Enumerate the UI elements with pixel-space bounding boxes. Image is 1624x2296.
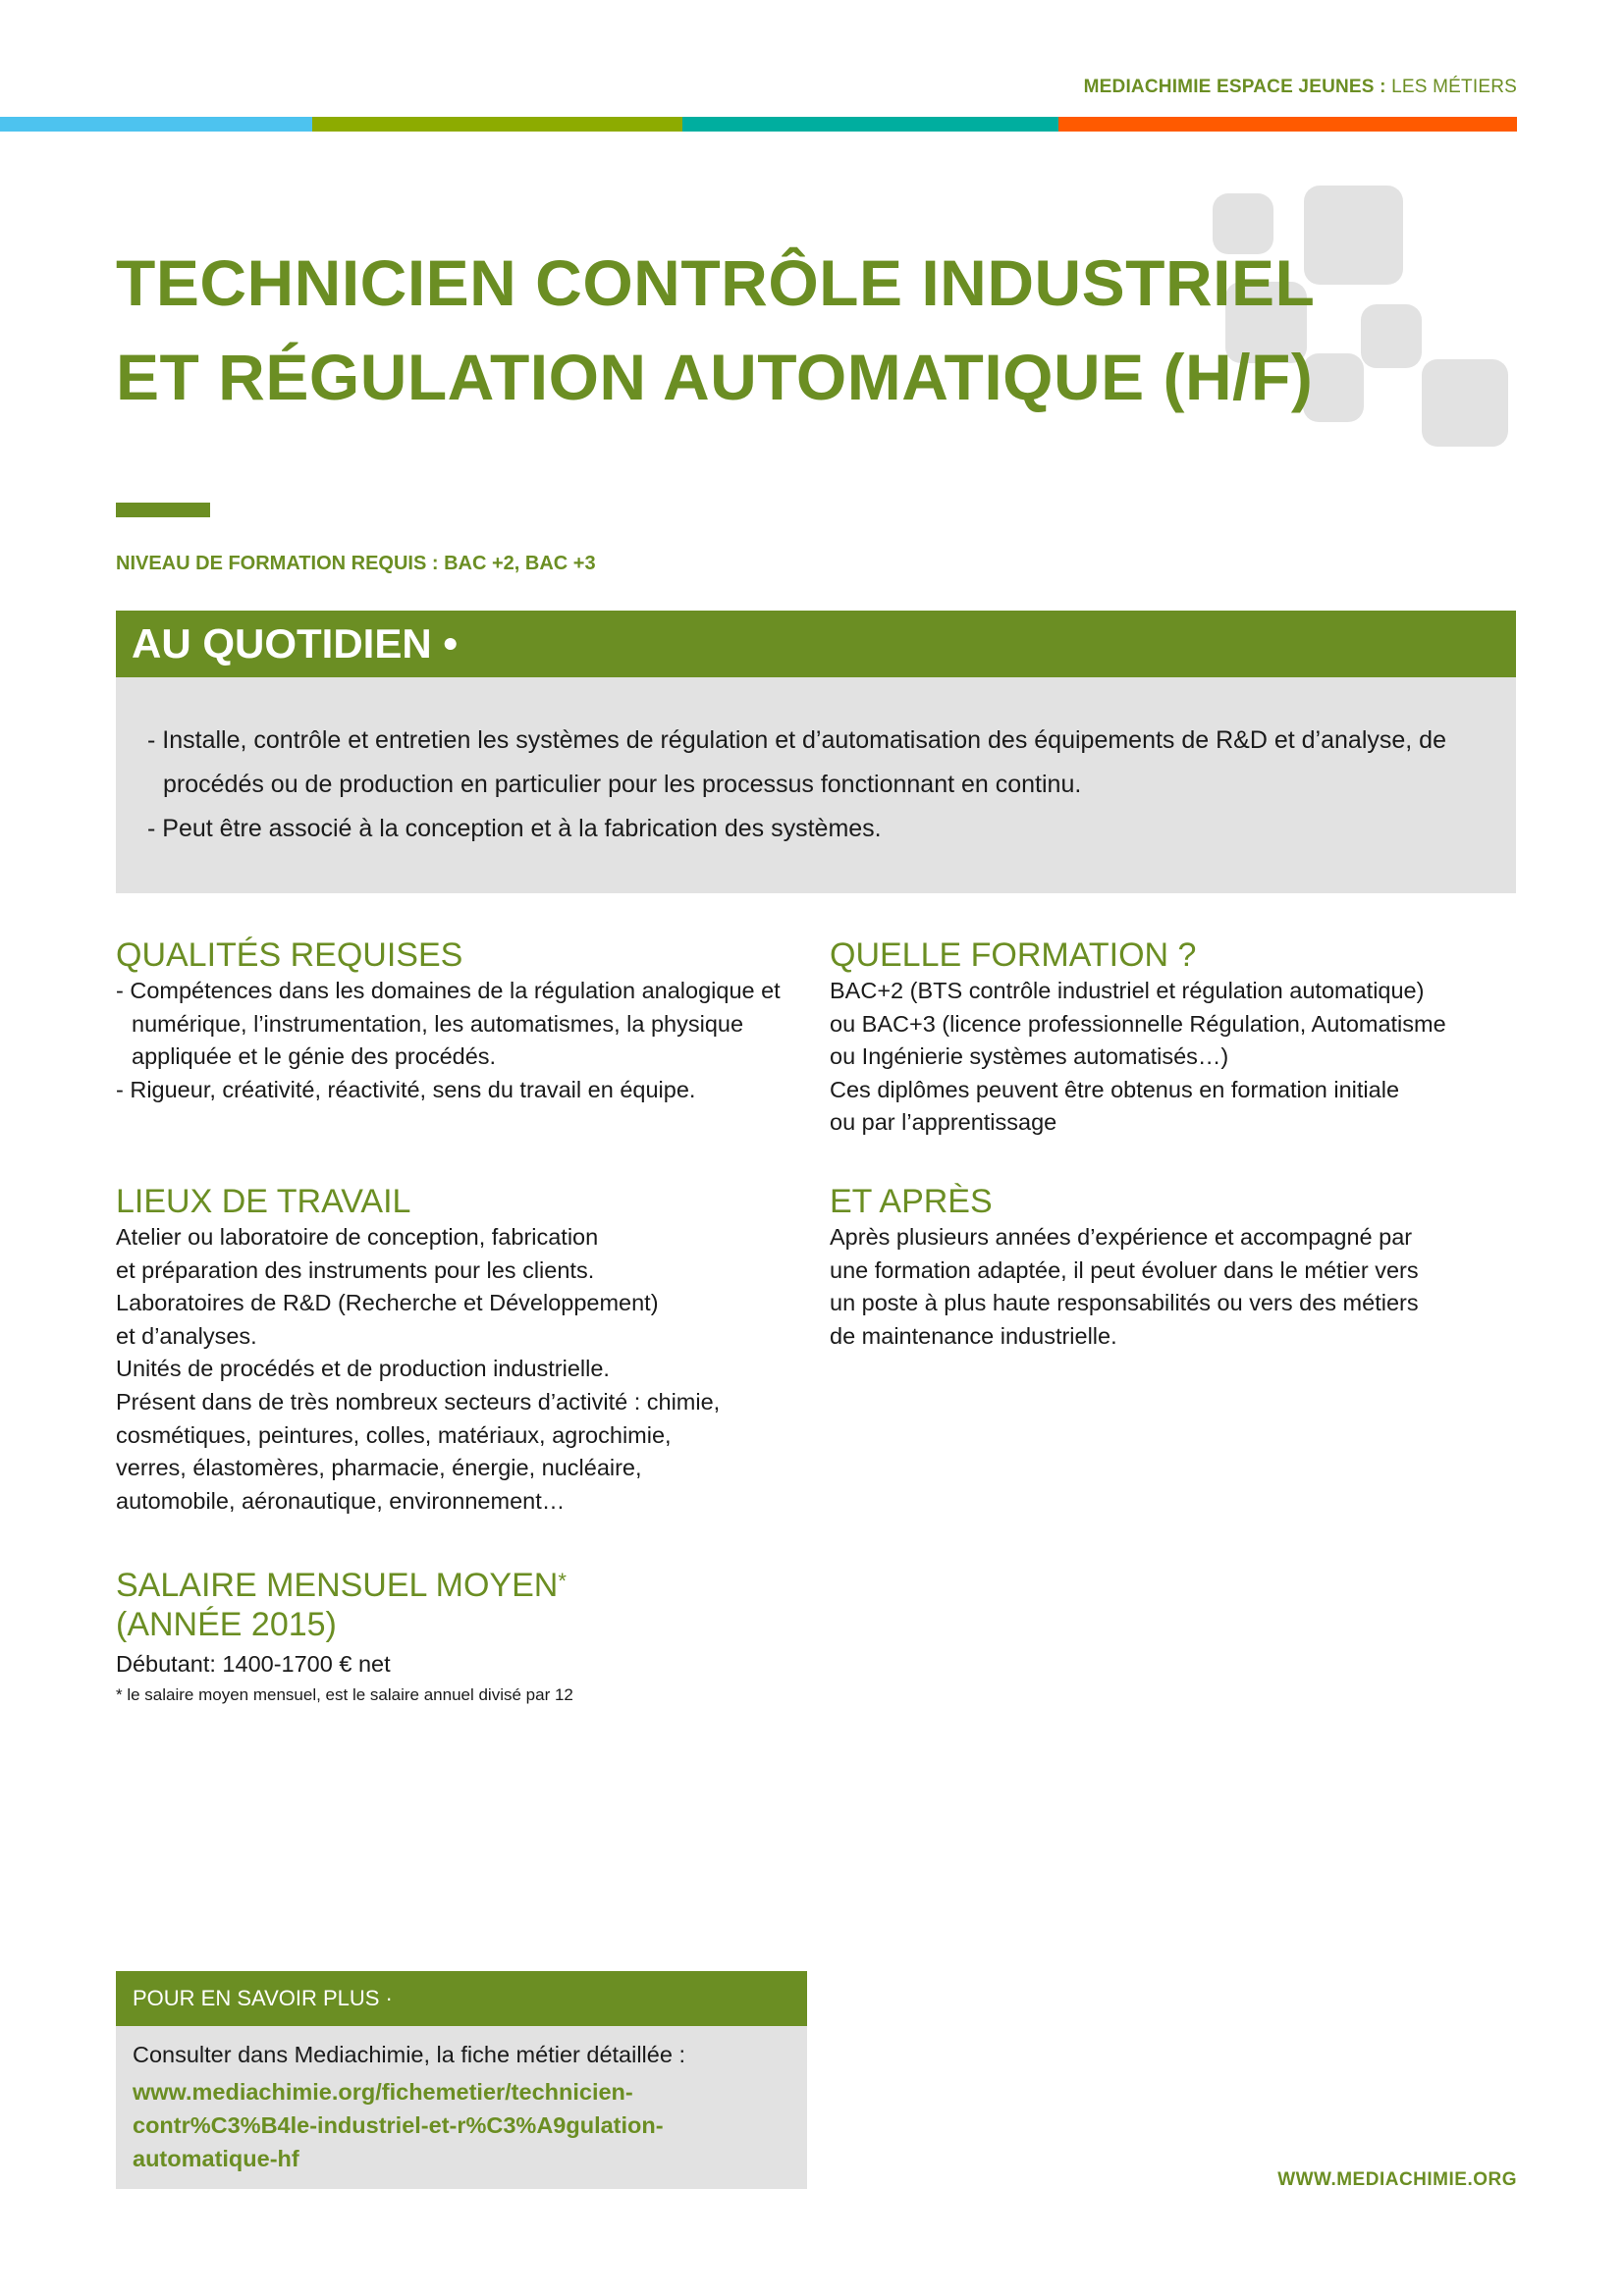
after-heading: ET APRÈS xyxy=(830,1183,993,1220)
qualities-section xyxy=(116,935,803,1106)
daily-list xyxy=(147,719,1502,851)
color-bar-orange xyxy=(1058,117,1517,132)
decorative-square xyxy=(1361,304,1422,368)
workplace-line: Unités de procédés et de production industrielle. xyxy=(116,1356,610,1382)
training-line: BAC+2 (BTS contrôle industriel et régulation automatique) xyxy=(830,978,1425,1003)
decorative-square xyxy=(1304,186,1403,285)
link-line: contr%C3%B4le-industriel-et-r%C3%A9gulation- xyxy=(133,2112,664,2138)
after-section xyxy=(830,1182,1517,1353)
workplace-line: Atelier ou laboratoire de conception, fabrication xyxy=(116,1224,599,1250)
after-line: de maintenance industrielle. xyxy=(830,1322,1117,1349)
training-heading: QUELLE FORMATION ? xyxy=(830,936,1197,974)
quality-item: - Compétences dans les domaines de la régulation analogique et numérique, l’instrumentation, les automatismes, la physique appliquée et le génie des procédés. xyxy=(116,978,781,1070)
workplace-line: et préparation des instruments pour les clients. xyxy=(116,1256,595,1283)
title-line-2: ET RÉGULATION AUTOMATIQUE (H/F) xyxy=(116,341,1314,413)
daily-heading: AU QUOTIDIEN • xyxy=(116,611,1516,677)
more-info-heading: POUR EN SAVOIR PLUS · xyxy=(116,1971,807,2026)
title-underline xyxy=(116,503,210,517)
brand-section: LES MÉTIERS xyxy=(1391,77,1517,97)
workplace-line: Présent dans de très nombreux secteurs d’activité : chimie, xyxy=(116,1388,721,1415)
color-bar-green xyxy=(312,117,682,132)
workplace-line: et d’analyses. xyxy=(116,1322,257,1349)
after-line: Après plusieurs années d’expérience et accompagné par xyxy=(830,1224,1413,1250)
after-line: un poste à plus haute responsabilités ou vers des métiers xyxy=(830,1290,1419,1316)
workplaces-heading: LIEUX DE TRAVAIL xyxy=(116,1183,411,1220)
training-line: ou par l’apprentissage xyxy=(830,1109,1057,1136)
quality-item: - Rigueur, créativité, réactivité, sens du travail en équipe. xyxy=(116,1076,696,1102)
decorative-square xyxy=(1422,359,1508,447)
salary-value: Débutant: 1400-1700 € net xyxy=(116,1651,391,1677)
title-line-1: TECHNICIEN CONTRÔLE INDUSTRIEL xyxy=(116,246,1316,319)
page-title xyxy=(116,236,1315,424)
salary-heading xyxy=(116,1566,803,1605)
header-brand xyxy=(1051,77,1517,98)
workplace-line: automobile, aéronautique, environnement… xyxy=(116,1487,566,1514)
daily-item: - Peut être associé à la conception et à la fabrication des systèmes. xyxy=(147,815,882,842)
link-line: automatique-hf xyxy=(133,2146,299,2171)
training-line: ou BAC+3 (licence professionnelle Régulation, Automatisme xyxy=(830,1010,1446,1037)
job-sheet-link[interactable] xyxy=(133,2075,790,2175)
salary-heading-line1: SALAIRE MENSUEL MOYEN xyxy=(116,1567,559,1604)
training-line: ou Ingénierie systèmes automatisés…) xyxy=(830,1043,1229,1070)
more-info-box xyxy=(116,2026,807,2189)
footer-site-link[interactable]: WWW.MEDIACHIMIE.ORG xyxy=(1277,2169,1517,2190)
training-level: NIVEAU DE FORMATION REQUIS : BAC +2, BAC +3 xyxy=(116,553,596,574)
color-bar-blue xyxy=(0,117,312,132)
after-line: une formation adaptée, il peut évoluer dans le métier vers xyxy=(830,1256,1419,1283)
salary-asterisk: * xyxy=(558,1569,567,1593)
link-line: www.mediachimie.org/fichemetier/technicien- xyxy=(133,2079,633,2105)
brand-name: MEDIACHIMIE ESPACE JEUNES : xyxy=(1083,77,1386,97)
salary-footnote: * le salaire moyen mensuel, est le salaire annuel divisé par 12 xyxy=(116,1684,573,1704)
training-line: Ces diplômes peuvent être obtenus en formation initiale xyxy=(830,1076,1400,1102)
workplace-line: cosmétiques, peintures, colles, matériaux, agrochimie, xyxy=(116,1421,672,1448)
workplace-line: verres, élastomères, pharmacie, énergie, nucléaire, xyxy=(116,1455,642,1481)
salary-heading-year: (ANNÉE 2015) xyxy=(116,1606,337,1643)
qualities-heading: QUALITÉS REQUISES xyxy=(116,936,463,974)
daily-item: - Installe, contrôle et entretien les systèmes de régulation et d’automatisation des équipements de R&D et d’analyse, de procédés ou de production en particulier pour les processus fonctionnant en continu. xyxy=(147,726,1446,798)
color-bar-teal xyxy=(682,117,1058,132)
workplace-line: Laboratoires de R&D (Recherche et Développement) xyxy=(116,1290,659,1316)
more-info-text: Consulter dans Mediachimie, la fiche métier détaillée : xyxy=(133,2042,685,2067)
workplaces-section xyxy=(116,1182,803,1518)
salary-section xyxy=(116,1566,803,1705)
training-section xyxy=(830,935,1517,1140)
